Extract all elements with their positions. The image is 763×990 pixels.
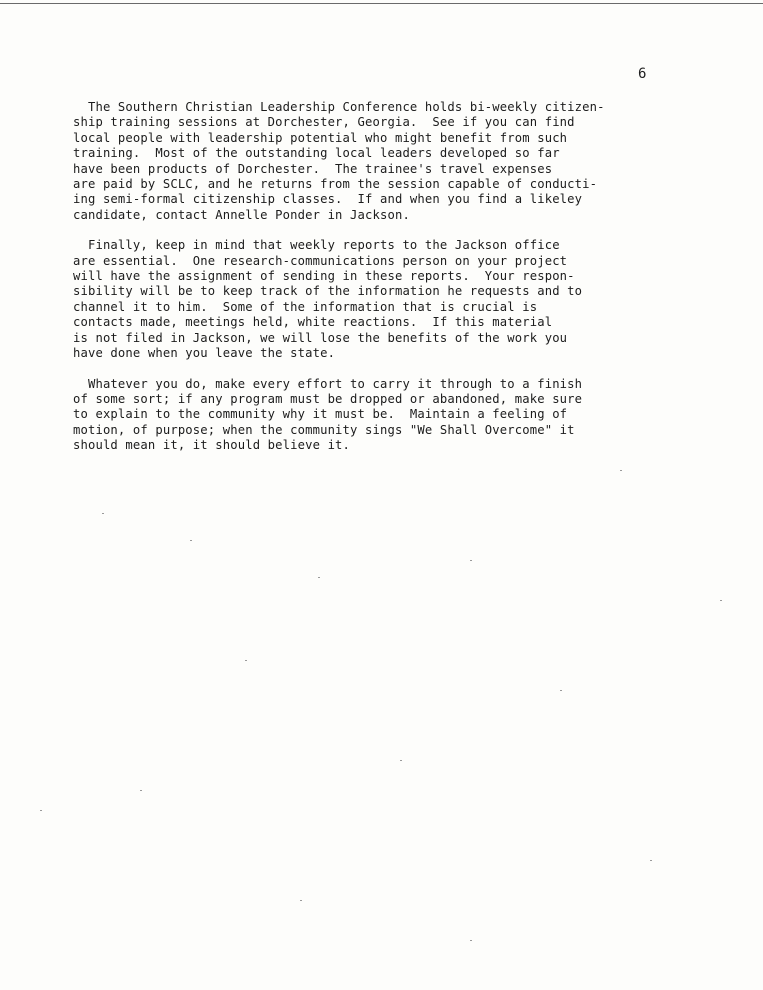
text-line: should mean it, it should believe it. [73, 438, 351, 453]
paragraph-carry-through [73, 377, 733, 454]
top-edge-rule [0, 3, 763, 4]
scan-speck [620, 470, 622, 471]
text-line: ing semi-formal citizenship classes. If and when you find a likeley [73, 192, 583, 207]
body-text [73, 100, 733, 469]
page-number: 6 [638, 66, 647, 82]
scan-speck [470, 560, 472, 561]
text-line: Finally, keep in mind that weekly reports to the Jackson office [73, 238, 560, 253]
paragraph-citizenship-training [73, 100, 733, 223]
text-line: is not filed in Jackson, we will lose the benefits of the work you [73, 330, 568, 345]
paragraph-weekly-reports [73, 238, 733, 361]
scan-speck [470, 940, 472, 941]
text-line: Whatever you do, make every effort to carry it through to a finish [73, 376, 583, 391]
text-line: are paid by SCLC, and he returns from the session capable of conducti- [73, 177, 598, 192]
text-line: of some sort; if any program must be dropped or abandoned, make sure [73, 391, 583, 406]
scan-speck [102, 513, 104, 514]
text-line: have done when you leave the state. [73, 346, 336, 361]
text-line: ship training sessions at Dorchester, Georgia. See if you can find [73, 115, 575, 130]
scan-speck [560, 690, 562, 691]
scan-speck [720, 600, 722, 601]
scan-speck [400, 760, 402, 761]
text-line: The Southern Christian Leadership Conference holds bi-weekly citizen- [73, 100, 605, 114]
text-line: motion, of purpose; when the community sings "We Shall Overcome" it [73, 422, 575, 437]
text-line: will have the assignment of sending in these reports. Your respon- [73, 269, 575, 284]
scan-speck [190, 540, 192, 541]
scan-speck [318, 577, 320, 578]
scan-speck [650, 860, 652, 861]
scan-speck [140, 790, 142, 791]
text-line: channel it to him. Some of the information that is crucial is [73, 299, 538, 314]
text-line: sibility will be to keep track of the information he requests and to [73, 284, 583, 299]
text-line: candidate, contact Annelle Ponder in Jackson. [73, 207, 410, 222]
text-line: contacts made, meetings held, white reactions. If this material [73, 315, 553, 330]
text-line: have been products of Dorchester. The trainee's travel expenses [73, 161, 553, 176]
scan-speck [300, 900, 302, 901]
text-line: training. Most of the outstanding local leaders developed so far [73, 146, 560, 161]
text-line: local people with leadership potential who might benefit from such [73, 130, 568, 145]
text-line: are essential. One research-communications person on your project [73, 253, 568, 268]
scan-speck [245, 660, 247, 661]
scan-speck [40, 810, 42, 811]
text-line: to explain to the community why it must be. Maintain a feeling of [73, 407, 568, 422]
